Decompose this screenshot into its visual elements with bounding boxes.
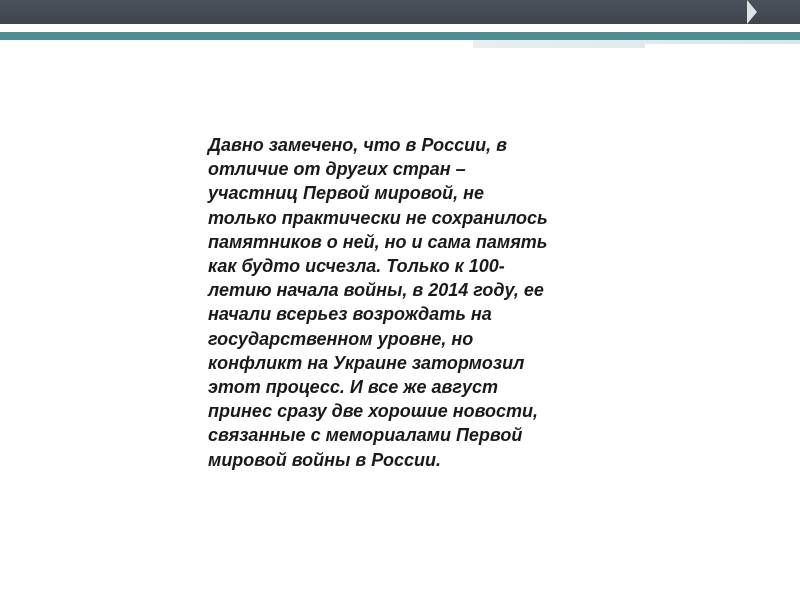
header-arrow-decoration [747,0,757,24]
body-paragraph: Давно замечено, что в России, в отличие от других стран – участниц Первой мировой, не только практически не сохранилось памятников о ней, но и сама память как будто исчезла. Только к 100- летию начала войны, в 2014 году, ее начали всерьез возрождать на государственном уровне, но конфликт на Украине затормозил этот процесс. И все же август принес сразу две хорошие новости, связанные с мемориалами Первой мировой войны в России. [208,135,548,470]
accent-subline-gap [645,44,800,48]
header-band [0,0,800,24]
accent-line [0,32,800,40]
